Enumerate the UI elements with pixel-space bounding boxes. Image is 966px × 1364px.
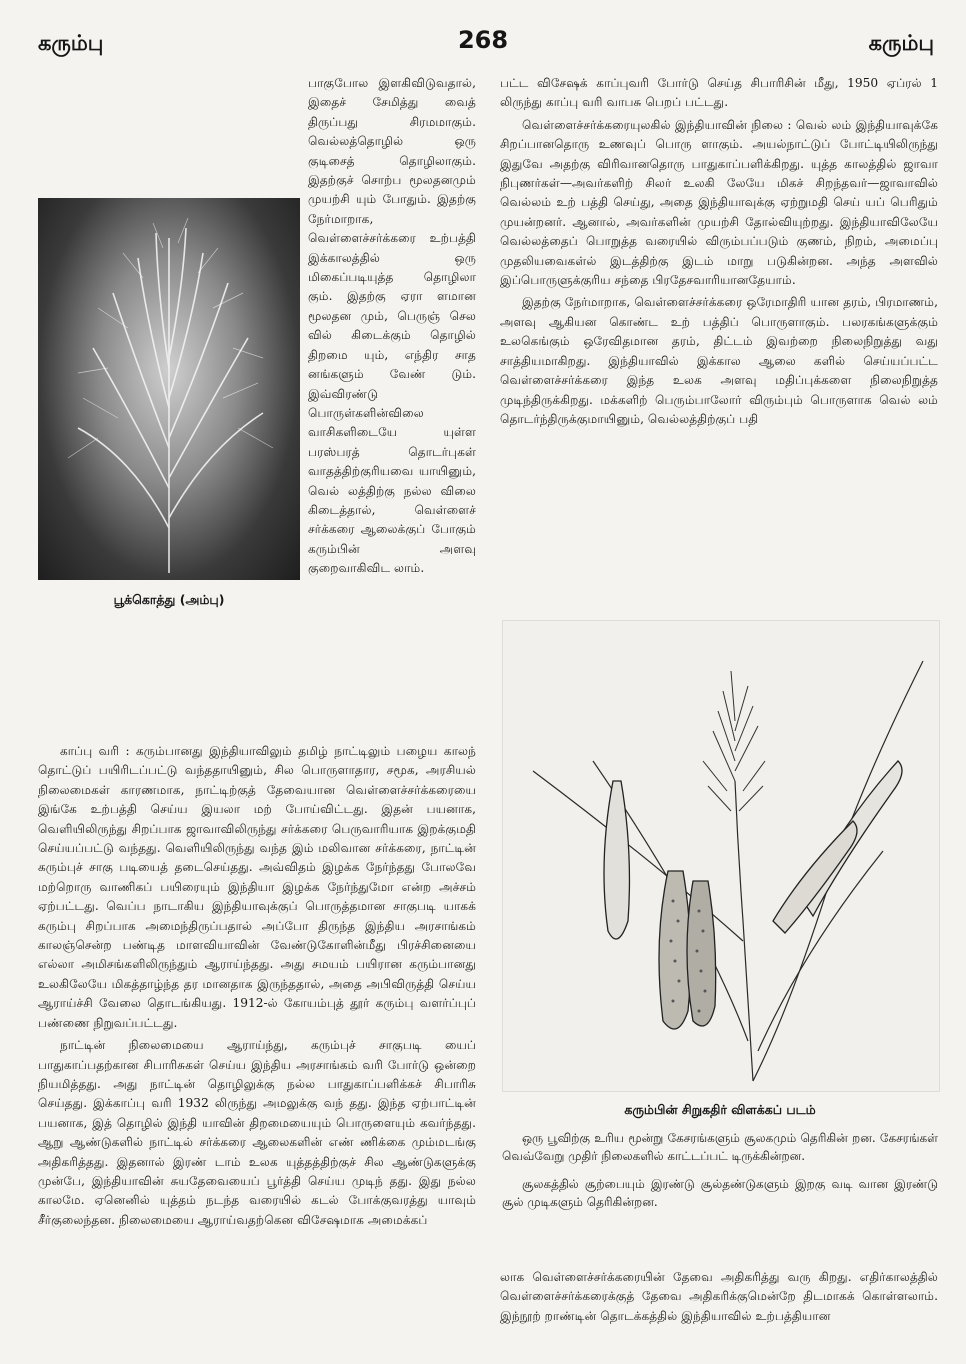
flower-photo-figure — [38, 198, 300, 738]
diagram-description-1: ஒரு பூவிற்கு உரிய மூன்று கேசரங்களும் சூலகமும் தெரிகின் றன. கேசரங்கள் வெவ்வேறு முதிர் நிலைகளில் காட்டப்பட் டிருக்கின்றன. — [502, 1131, 938, 1163]
tariff-board-paragraph: நாட்டின் நிலைமையை ஆராய்ந்து, கரும்புச் சாகுபடி யைப் பாதுகாப்பதற்கான சிபாரிசுகள் செய்ய இந்திய அரசாங்கம் வரி போர்டு ஒன்றை நியமித்தது. அது நாட்டின் தொழிலுக்கு நல்ல பாதுகாப்பளிக்கச் சிபாரிசு செய்தது. இக்காப்பு வரி 1932 லிருந்து அமலுக்கு வந் தது. இந்த ஏற்பாட்டின் பயனாக, இத் தொழில் இந்தி யாவின் திறமையையும் பொருளையும் கவர்ந்தது. ஆறு ஆண்டுகளில் நாட்டில் சர்க்கரை ஆலைகளின் எண் ணிக்கை மும்மடங்கு அதிகரித்தது. இதனால் இரண் டாம் உலக யுத்தத்திற்குச் சில ஆண்டுகளுக்கு முன்பே, இந்தியாவின் சுயதேவையைப் பூர்த்தி செய்ய முடிந் தது. இது நல்ல காலமே. ஏனெனில் யுத்தம் நடந்த வரையில் கடல் போக்குவரத்து யாவும் சீர்குலைந்தன. நிலைமையை ஆராய்வதற்கென விசேஷமாக அமைக்கப் — [38, 1038, 476, 1227]
page-number: 268 — [457, 26, 509, 54]
continuation-paragraph: லாக வெள்ளைச்சர்க்கரையின் தேவை அதிகரித்து வரு கிறது. எதிர்காலத்தில் வெள்ளைச்சர்க்கரைக்குத் தேவை அதிகரிக்குமென்றே திடமாகக் கொள்ளலாம். இந்நூற் றாண்டின் தொடக்கத்தில் இந்தியாவில் உற்பத்தியான — [500, 1270, 938, 1323]
diagram-description-2: சூலகத்தில் சூற்பையும் இரண்டு சூல்தண்டுகளும் இறகு வடி வான இரண்டு சூல் முடிகளும் தெரிகின்றன. — [502, 1177, 938, 1209]
spikelet-illustration — [503, 621, 939, 1091]
running-head-right: கரும்பு — [868, 30, 934, 55]
diagram-caption: கரும்பின் சிறுகதிர் விளக்கப் படம் — [624, 1102, 816, 1117]
right-column-continuation — [500, 1268, 938, 1326]
photo-caption: பூக்கொத்து (அம்பு) — [113, 592, 225, 607]
left-column — [38, 74, 476, 1233]
spikelet-figure — [502, 620, 938, 1221]
protective-tax-paragraph: காப்பு வரி : கரும்பானது இந்தியாவிலும் தமிழ் நாட்டிலும் பழைய காலந் தொட்டுப் பயிரிடப்பட்டு வந்ததாயினும், சில பொருளாதார, சமூக, அரசியல் நிலைமைகள் காரணமாக, நாட்டிற்குத் தேவையான வெள்ளைச்சர்க்கரையை இங்கே உற்பத்தி செய்ய இயலா மற் போய்விட்டது. இதன் பயனாக, வெளியிலிருந்து சிறப்பாக ஜாவாவிலிருந்து சர்க்கரை பெருவாரியாக இறக்குமதி செய்யப்பட்டு வந்தது. வெளியிலிருந்து வந்த இம் மலிவான சர்க்கரை, நாட்டின் கரும்புச் சாகு படியைத் தடைசெய்தது. அவ்விதம் இழக்க நேர்ந்தது போலவே மற்றொரு வாணிகப் பயிரையும் இந்தியா இழக்க நேர்ந்துமோ என்ற அச்சம் ஏற்பட்டது. வெப்ப நாடாகிய இந்தியாவுக்குப் பொருத்தமான சாகுபடி யாகக் கரும்பு சிறப்பாக அமைந்திருப்பதால் அப்போ திருந்த இந்திய அரசாங்கம் காலஞ்சென்ற பண்டித மாளவியாவின் வேண்டுகோளின்மீது பிரச்சினையை எல்லா அமிசங்களிலிருந்தும் ஆராய்ந்தது. அது சமயம் பயிரான கரும்பானது உலகிலேயே மிகத்தாழ்ந்த தர மானதாக இருந்ததால், அதை அபிவிருத்தி செய்ய ஆராய்ச்சி வேலை தொடங்கியது. 1912-ல் கோயம்புத் தூர் கரும்பு வளர்ப்புப் பண்ணை நிறுவப்பட்டது. — [38, 744, 476, 1030]
right-paragraph-2: வெள்ளைச்சர்க்கரையுலகில் இந்தியாவின் நிலை : வெல் லம் இந்தியாவுக்கே சிறப்பானதொரு உணவுப் பொரு ளாகும். அயல்நாட்டுப் போட்டியிலிருந்து இதுவே அதற்கு விரிவானதொரு பாதுகாப்பளிக்கிறது. யுத்த காலத்தில் ஜாவா நிபுணர்கள்—அவர்களிற் சிலர் உலகி லேயே மிகச் சிறந்தவர்—ஜாவாவில் வெல்லம் உற் பத்தி செய்து, அதை இந்தியாவுக்கு ஏற்றுமதி செய் யப் பெரிதும் முயன்றனர். ஆனால், அவர்களின் முயற்சி தோல்வியுற்றது. இந்தியாவிலேயே வெல்லத்தைப் பொறுத்த வரையில் விரும்பப்படும் குணம், நிறம், அமைப்பு முதலியவைகள்ல் இடத்திற்கு இடம் மாறு படுகின்றன. அந்த அளவில் இப்பொருளுக்குரிய சந்தை பிரதேசவாரியானதேயாம். — [500, 117, 938, 288]
running-head-left: கரும்பு — [38, 30, 104, 55]
page-header — [0, 26, 966, 62]
intro-paragraph: பாகுபோல இளகிவிடுவதால், இதைச் சேமித்து வைத் திருப்பது சிரமமாகும். வெல்லத்தொழில் ஒரு குடிசைத் தொழிலாகும். இதற்குச் சொற்ப மூலதனமும் முயற்சி யும் போதும். இதற்கு நேர்மாறாக, வெள்ளைச்சர்க்கரை உற்பத்தி இக்காலத்தில் ஒரு மிகைப்படியுத்த தொழிலா கும். இதற்கு ஏரா ளமான மூலதன மும், பெருஞ் செல வில் கிடைக்கும் தொழில் திறமை யும், எந்திர சாத னங்களும் வேண் டும். இவ்விரண்டு பொருள்களின்விலை வாசிகளிடையே யுள்ள பரஸ்பரத் தொடர்புகள் வாதத்திற்குரியவை யாயினும், வெல் லத்திற்கு நல்ல விலை கிடைத்தால், வெள்ளைச் சர்க்கரை ஆலைக்குப் போகும் கரும்பின் அளவு குறைவாகிவிட லாம். — [308, 76, 476, 576]
right-column — [500, 74, 938, 432]
flower-panicle-photo — [38, 198, 300, 580]
spikelet-drawing — [502, 620, 940, 1092]
panicle-illustration — [38, 198, 300, 580]
right-paragraph-1: பட்ட விசேஷக் காப்புவரி போர்டு செய்த சிபாரிசின் மீது, 1950 ஏப்ரல் 1 லிருந்து காப்பு வரி வாபசு பெறப் பட்டது. — [500, 76, 938, 110]
right-paragraph-3: இதற்கு நேர்மாறாக, வெள்ளைச்சர்க்கரை ஒரேமாதிரி யான தரம், பிரமாணம், அளவு ஆகியன கொண்ட உற் பத்திப் பொருளாகும். பலரகங்களுக்கும் உலகெங்கும் ஒரேவிதமான தரம், திட்டம் இவற்றை நிலைநிறுத்து வது சாத்தியமாகிறது. இந்தியாவில் இக்கால ஆலை களில் செய்யப்பட்ட வெள்ளைச்சர்க்கரை இந்த உலக அளவு மதிப்புக்களை நிலைநிறுத்த முடிந்திருக்கிறது. மக்களிற் பெரும்பாலோர் விரும்பும் பொருளாக வெல் லம் தொடர்ந்திருக்குமாயினும், வெல்லத்திற்குப் பதி — [500, 295, 938, 426]
